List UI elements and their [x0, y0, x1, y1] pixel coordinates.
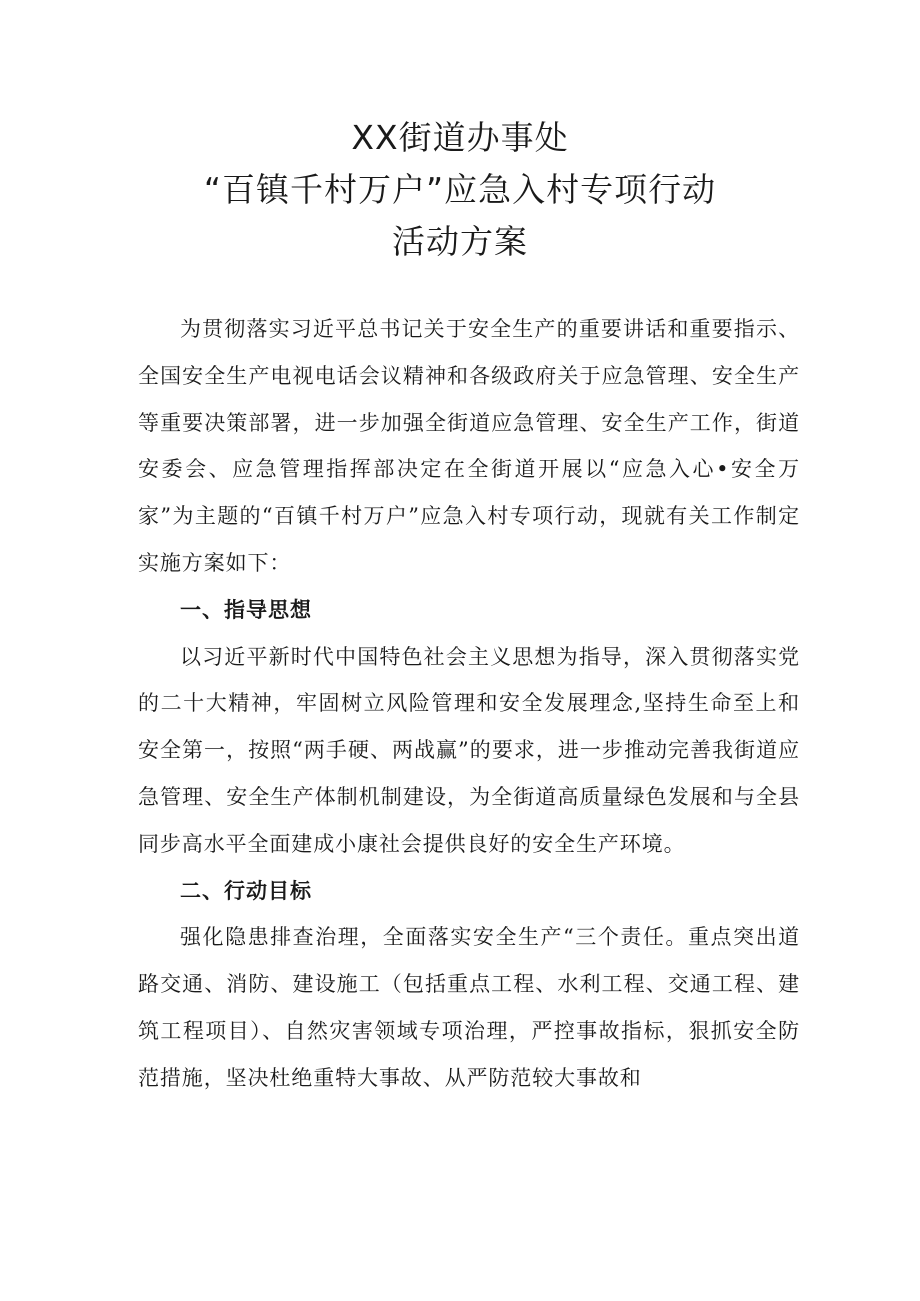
section-paragraph-guiding-ideology: 以习近平新时代中国特色社会主义思想为指导，深入贯彻落实党的二十大精神，牢固树立风险管理和安全发展理念,坚持生命至上和安全第一，按照“两手硬、两战赢”的要求，进一步推动完善我街道应急管理、安全生产体制机制建设，为全街道高质量绿色发展和与全县同步高水平全面建成小康社会提供良好的安全生产环境。: [138, 644, 800, 856]
title-line-campaign: “百镇千村万户”应急入村专项行动: [203, 170, 717, 209]
document-title: [0, 112, 920, 268]
title-line-office: XX街道办事处: [351, 118, 569, 157]
section-heading-guiding-ideology: 一、指导思想: [180, 597, 312, 622]
section-heading-action-goals: 二、行动目标: [180, 878, 312, 903]
title-line-plan: 活动方案: [392, 222, 528, 261]
section-paragraph-action-goals: 强化隐患排查治理，全面落实安全生产“三个责任。重点突出道路交通、消防、建设施工（包括重点工程、水利工程、交通工程、建筑工程项目）、自然灾害领域专项治理，严控事故指标，狠抓安全防范措施，坚决杜绝重特大事故、从严防范较大事故和: [138, 925, 800, 1090]
document-body: [138, 306, 800, 1102]
intro-paragraph: 为贯彻落实习近平总书记关于安全生产的重要讲话和重要指示、全国安全生产电视电话会议精神和各级政府关于应急管理、安全生产等重要决策部署，进一步加强全街道应急管理、安全生产工作，街道安委会、应急管理指挥部决定在全街道开展以“应急入心•安全万家”为主题的“百镇千村万户”应急入村专项行动，现就有关工作制定实施方案如下：: [138, 317, 800, 575]
